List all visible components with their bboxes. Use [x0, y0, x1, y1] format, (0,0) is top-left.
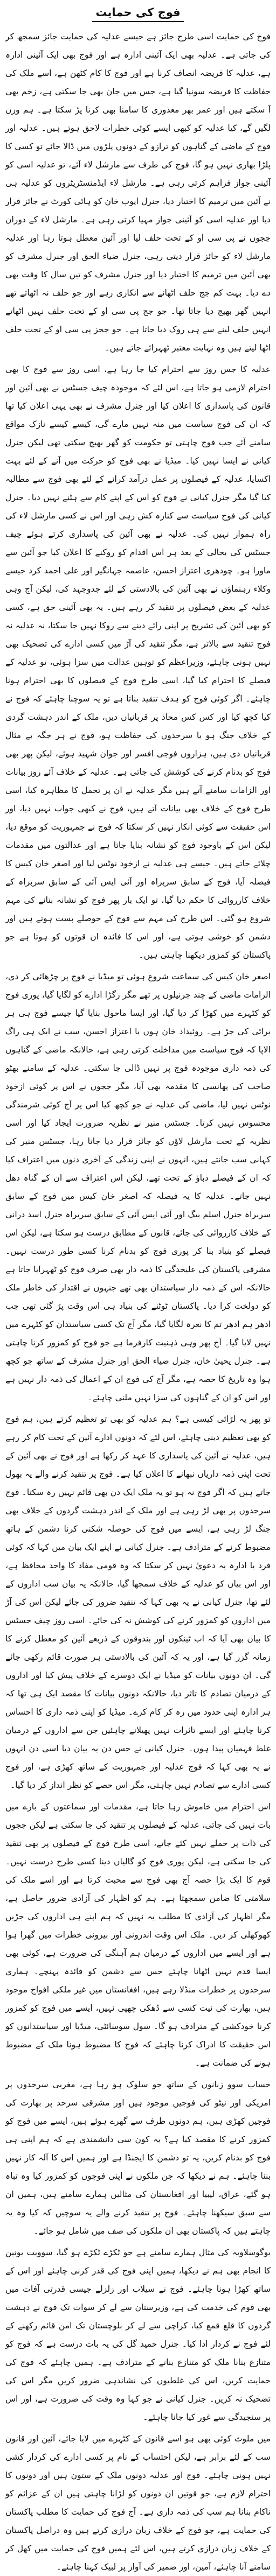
paragraph-1: فوج کی حمایت اسی طرح جائز ہے جیسے عدلیہ کی حمایت جائز سمجھ کر کی جاتی ہے۔ عدلیہ بھی ایک آئینی ادارہ ہے اور فوج بھی ایک آئینی ادارہ ہے، عدلیہ کا فریضہ انصاف کرنا ہے اور فوج کا کام کٹھن ہے، اسے ملک کی حفاظت کا فریضہ سونپا گیا ہے، جس میں جان بھی جا سکتی ہے، زخم بھی آ سکتے ہیں اور عمر بھر معذوری کا سامنا بھی کرنا پڑ سکتا ہے۔ ہم وزن لگیں گے، کیا عدلیہ کو کبھی ایسے کوئی خطرات لاحق ہوتے ہیں۔ عدلیہ اور فوج کے ماضی کے گناہوں کو ترازو کے دونوں پلڑوں میں ڈالا جائے تو کسی کا پلڑا بھاری نہیں ہو گا، فوج کی طرف سے مارشل لاء آئے، تو عدلیہ اسی کو آئینی جواز فراہم کرتی رہی ہے۔ مارشل لاء ایڈمنسٹریٹروں کو عدلیہ ہی نے آئین میں ترمیم کا اختیار دیا، جنرل ایوب خان کو ہائی کورٹ نے جائز قرار دیا اور عدلیہ اسی کو آئینی جواز مہیا کرتی رہی ہے۔ مارشل لاء کے دوران ججوں نے پی سی او کے تحت حلف لیا اور آئین معطل ہوتا رہا اور عدلیہ مارشل لاء کو جائز قرار دیتی رہی، جنرل ضیاء الحق اور جنرل مشرف کو بھی آئین میں ترمیم کا اختیار دیا اور جنرل مشرف کو تین سال کا وقت بھی دے دیا۔ بہت کم جج حلف اٹھانے سے انکاری رہے اور جو حلف نہ اٹھاتے تھے انہیں گھر بھیج دیا جاتا تھا۔ جو جج پی سی او کے تحت حلف نہیں اٹھاتے انہیں حلف لینے سے ہی روک دیا جاتا ہے۔ جو ججز پی سی او کے تحت حلف اٹھا لیتے ہیں وہ نہایت معتبر ٹھہرائے جاتے ہیں۔ [5, 32, 271, 353]
paragraph-3: اصغر خان کیس کی سماعت شروع ہوئی تو میڈیا نے فوج پر چڑھائی کر دی، الزامات ماضی کے چند جرنیلوں پر تھے مگر رگڑا ادارے کو لگایا گیا، پوری فوج کو کٹہرے میں کھڑا کر دیا گیا، اور ایسا ماحول بنایا گیا جیسے فوج ہی ہر برائی کی جڑ ہے۔ روئیداد خان ہوں یا اعتزاز احسن، سب نے ایک ہی راگ الاپا کہ فوج سیاست میں مداخلت کرتی رہی ہے، حالانکہ ماضی کے گناہوں کی ذمہ داری موجودہ فوج پر نہیں ڈالی جا سکتی۔ عدلیہ کے سامنے بھٹو صاحب کی پھانسی کا مقدمہ بھی آیا، مگر ججوں نے اس پر کوئی ازخود نوٹس نہیں لیا، ماضی کی عدلیہ نے جو کچھ کیا اس پر آج کوئی شرمندگی محسوس نہیں کرتا۔ جسٹس منیر نے نظریہ ضرورت ایجاد کیا اور اسی نظریہ کے تحت مارشل لاؤں کو جائز قرار دیا جاتا رہا، جسٹس منیر کی کہانی سب جانتے ہیں، انہوں نے اپنی زندگی کے آخری دنوں میں اعتراف کیا کہ ان کے فیصلے دباؤ کے تحت تھے، لیکن اس اعتراف سے ان کے گناہ دھل نہیں جاتے۔ عدلیہ کا یہ فیصلہ کہ اصغر خان کیس میں فوج کے سابق سربراہ جنرل اسلم بیگ اور آئی ایس آئی کے سابق سربراہ جنرل اسد درانی کے خلاف کارروائی کی جائے، قانون کے مطابق درست ہو سکتا ہے، لیکن اس فیصلے کو بنیاد بنا کر پوری فوج کو بدنام کرنا کسی طور درست نہیں۔ مشرقی پاکستان کی علیحدگی کا ذمہ دار بھی صرف فوج کو ٹھہرایا جاتا ہے حالانکہ اس کے ذمہ دار سیاستدان بھی تھے جنہوں نے اقتدار کی خاطر ملک کو دولخت کرا دیا۔ پاکستان ٹوٹنے کی بنیاد ہی اس وقت پڑ گئی تھی جب ادھر ہم ادھر تم کا نعرہ لگایا گیا، مگر آج تک کسی سیاستدان کو کٹہرے میں نہیں لایا گیا۔ آج پھر وہی ذہنیت کارفرما ہے جو فوج کو کمزور کرنا چاہتی ہے۔ جنرل یحییٰ خان، جنرل ضیاء الحق اور جنرل مشرف کے ساتھ جو کچھ ہوا وہ تاریخ کا حصہ ہے، مگر آج کی فوج ان کے اعمال کی ذمہ دار نہیں ہے اور اس کو ان کے گناہوں کی سزا نہیں ملنی چاہئے۔ [5, 972, 271, 1402]
article-title: فوج کی حمایت [92, 4, 183, 22]
paragraph-4: تو پھر یہ لڑائی کیسی ہے؟ ہم عدلیہ کو بھی تو تعظیم کرتے ہیں، ہم فوج کو بھی تعظیم دینی چاہئے، اس لئے کہ دونوں ادارے آئین کے تحت کام کر رہے ہیں، عدلیہ نے آئین کی پاسداری کا عہد کر رکھا ہے اور فوج نے بھی آئین کے تحت اپنی ذمہ داریاں نبھانے کا اعلان کیا ہے۔ فوج پر تنقید کرنے والے یہ بھول جاتے ہیں کہ اگر فوج نہ ہو تو یہ ملک ایک دن بھی قائم نہیں رہ سکتا۔ فوج سرحدوں پر بھی لڑ رہی ہے اور ملک کے اندر دہشت گردوں کے خلاف بھی جنگ لڑ رہی ہے، ایسے میں فوج کی حوصلہ شکنی کرنا دشمن کے ہاتھ مضبوط کرنے کے مترادف ہے۔ جنرل کیانی نے اپنے ایک بیان میں کہا کہ کوئی فرد یا ادارہ یہ دعویٰ نہیں کر سکتا کہ وہ قومی مفاد کا واحد محافظ ہے، اور اس بیان کو عدلیہ کے خلاف سمجھا گیا، حالانکہ یہ بیان سب اداروں کے لئے تھا، جنرل کیانی نے یہ بھی کہا کہ تنقید ضرور کی جائے لیکن اس کی آڑ میں اداروں کو کمزور کرنے کی کوشش نہ کی جائے۔ اسی روز چیف جسٹس کا بیان بھی آیا کہ اب ٹینکوں اور بندوقوں کے ذریعے آئین کو معطل کرنے کا زمانہ گزر گیا ہے، اور یہ کہ آئین کی بالادستی ہر صورت قائم رکھی جائے گی۔ ان دونوں بیانات کو میڈیا نے ایک دوسرے کے خلاف پیش کیا اور اداروں کے درمیان تصادم کا تاثر دیا، حالانکہ دونوں بیانات کا مقصد ایک ہی تھا کہ ہر ادارہ اپنی حدود میں رہ کر کام کرے۔ میڈیا کو اپنی ذمہ داری کا احساس کرنا چاہئے اور ایسے تاثرات نہیں پھیلانے چاہئیں جن سے اداروں کے درمیان غلط فہمیاں پیدا ہوں۔ جنرل کیانی نے جس دن یہ بیان دیا اسی دن انہوں نے یہ بھی کہا کہ فوج عدلیہ اور جمہوریت کے ساتھ کھڑی ہے، اور فوج کسی ادارے سے تصادم نہیں چاہتی، مگر اس حصے کو نظر انداز کر دیا گیا۔ [5, 1414, 271, 1790]
paragraph-2: عدلیہ کا جس روز سے احترام کیا جا رہا ہے، اسی روز سے فوج کا بھی احترام لازمی ہو جاتا ہے، اس لئے کہ موجودہ چیف جسٹس نے بھی آئین اور قانون کی پاسداری کا اعلان کیا اور جنرل مشرف نے بھی یہی اعلان کیا تھا کہ ان کی فوج سیاست میں منہ نہیں مارے گی، کیسے کیسے نازک مواقع سامنے آئے جب فوج چاہتی تو حکومت کو گھر بھیج سکتی تھی لیکن جنرل کیانی نے ایسا نہیں کیا۔ میڈیا نے بھی فوج کو حرکت میں آنے کے لئے بہت اکسایا، عدلیہ کے فیصلوں پر عمل درآمد کرانے کے لئے بھی فوج سے مطالبہ کیا گیا مگر جنرل کیانی نے فوج کو اس کے اپنے کام سے ہٹنے نہیں دیا۔ جنرل کیانی کی فوج سیاست سے کنارہ کش رہی اور اس نے کسی مارشل لاء کی راہ ہموار نہیں کی۔ عدلیہ نے بھی آئین کی پاسداری کرتے ہوئے چیف جسٹس کی بحالی کے بعد ہر اس اقدام کو روکنے کا اعلان کیا جو آئین سے ماورا ہو۔ چودھری اعتزاز احسن، عاصمہ جہانگیر اور علی احمد کرد جیسے وکلاء رہنماؤں نے بھی آئین کی بالادستی کے لئے جدوجہد کی، لیکن آج وہی عدلیہ کے بعض فیصلوں پر تنقید کر رہے ہیں۔ یہ بھی آئینی حق ہے، کسی کو بھی آئین کی تشریح پر اپنی رائے دینے سے روکا نہیں جا سکتا، نہ عدلیہ نہ فوج تنقید سے بالاتر ہے، مگر تنقید کی آڑ میں کسی ادارے کی تضحیک بھی نہیں ہونی چاہئے، وزیراعظم کو توہین عدالت میں سزا ہوئی، تو عدلیہ کے فیصلے کا احترام کیا گیا، اسی طرح فوج کے فیصلوں کا بھی احترام ہونا چاہئے۔ اگر کوئی فوج کو ہدف تنقید بناتا ہے تو یہ سوچنا چاہئے کہ فوج نے کیا کچھ کیا اور کس کس محاذ پر قربانیاں دیں، ملک کے اندر دہشت گردی کے خلاف جنگ ہو یا سرحدوں کی حفاظت ہو، فوج نے ہر جگہ بے مثال قربانیاں دی ہیں، ہزاروں فوجی افسر اور جوان شہید ہوئے، لیکن پھر بھی فوج کو بدنام کرنے کی کوشش کی جاتی ہے۔ عدلیہ کے خلاف آئے روز بیانات اور الزامات سامنے آتے ہیں مگر عدلیہ نے ان پر تحمل کا مظاہرہ کیا، اسی طرح فوج کے خلاف بھی بیانات آتے ہیں، فوج نے کبھی جواب نہیں دیا، اور اس حقیقت سے کوئی انکار نہیں کر سکتا کہ فوج نے جمہوریت کو موقع دیا، لیکن اس کے باوجود فوج کو نشانہ بنایا جاتا ہے اور عدالتوں میں مقدمات چلائے جاتے ہیں۔ جیسے ہی عدلیہ نے ازخود نوٹس لیا اور اصغر خان کیس کا فیصلہ آیا، فوج کے سابق سربراہ اور آئی ایس آئی کے سابق سربراہ کے خلاف کارروائی کا حکم دیا گیا، تو ایک بار پھر فوج کو نشانہ بنانے کی مہم شروع ہو گئی۔ اس طرح کی مہم سے فوج کے حوصلے پست ہوتے ہیں اور دشمن کو خوشی ہوتی ہے، اور اس کا فائدہ ان قوتوں کو ہوتا ہے جو پاکستان کو کمزور دیکھنا چاہتی ہیں۔ [5, 364, 271, 960]
paragraph-8: میں ملوث کوئی بھی ہو اسے قانون کے کٹہرے میں لایا جائے، آئین اور قانون سب کے لئے برابر ہے، لیکن احتساب کے نام پر کسی ادارے کی کردار کشی نہیں ہونی چاہئے۔ فوج اور عدلیہ دونوں ملک کے ستون ہیں اور دونوں کا احترام لازم ہے، جو قوتیں ان دونوں کو لڑانا چاہتی ہیں ان کے عزائم کو ناکام بنانا ہم سب کی ذمہ داری ہے۔ آج فوج کی حمایت کا مطلب پاکستان کی حمایت ہے، جو فوج کے خلاف زبان درازی کرتے ہیں وہ دراصل پاکستان کے خلاف زبان درازی کرتے ہیں، اس لئے ہمیں فوج کی حمایت میں کھل کر سامنے آنا چاہئے، آمین، اور ضمیر کی آواز پر لبیک کہنا چاہئے۔ [5, 2434, 271, 2572]
title-wrap [5, 4, 271, 22]
paragraph-7: یوگوسلاویہ کی مثال ہمارے سامنے ہے جو ٹکڑے ٹکڑے ہو گیا، سوویت یونین کا انجام بھی ہم نے دیکھا، ہمیں اپنی فوج کی قدر کرنی چاہئے اور اس کے ساتھ کھڑا ہونا چاہئے۔ فوج نے سیلاب اور زلزلے جیسی قدرتی آفات میں بھی قوم کی خدمت کی ہے، وزیرستان سے لے کر سوات تک فوج نے دہشت گردوں کا قلع قمع کیا، کراچی سے لے کر بلوچستان تک امن قائم رکھنے کے لئے فوج نے کردار ادا کیا۔ جنرل حمید گل کی یہ بات درست ہے کہ فوج کو متنازع بنانا ملک کو متنازع بنانے کے مترادف ہے۔ ہمیں چاہئے کہ فوج کی حمایت کریں، اس کی غلطیوں کی نشاندہی ضرور کریں مگر اس کی تضحیک نہ کریں۔ جنرل کیانی نے جو کہا وہ وقت کی ضرورت ہے، اور اس پر سنجیدگی سے غور کیا جانا چاہئے۔ [5, 2248, 271, 2422]
article-body [5, 27, 271, 2576]
paragraph-5: اس احترام میں خاموش رہا جاتا ہے، مقدمات اور سماعتوں کے بارے میں بات نہیں کی جاتی، عدلیہ کے فیصلوں پر تنقید کی جا سکتی ہے لیکن ججوں کی ذات پر حملے نہیں کئے جاتے، اسی طرح فوج کے فیصلوں پر بھی تنقید کی جا سکتی ہے، لیکن پوری فوج کو گالیاں دینا کسی طرح درست نہیں۔ قوم کا ایک بڑا حصہ آج بھی فوج سے محبت کرتا ہے اور اسے ملک کی سلامتی کا ضامن سمجھتا ہے۔ ہم کو اظہار کی آزادی ضرور حاصل ہے، مگر اظہار کی آزادی کا مطلب یہ نہیں کہ ہم اپنے ہی اداروں کی جڑیں کھوکھلی کر دیں۔ ملک اس وقت اندرونی اور بیرونی خطرات میں گھرا ہوا ہے اور ایسے میں اداروں کے درمیان ہم آہنگی کی ضرورت ہے، کوئی بھی ایسا قدم نہیں اٹھانا چاہئے جس سے دشمن کو فائدہ پہنچے۔ ہماری سرحدوں پر خطرات منڈلا رہے ہیں، افغانستان میں غیر ملکی افواج موجود ہیں، بھارت کی نیت کسی سے ڈھکی چھپی نہیں، ایسے میں فوج کو کمزور کرنا خودکشی کے مترادف ہو گا۔ سول سوسائٹی، میڈیا اور سیاستدانوں کو اس حقیقت کا ادراک کرنا چاہئے کہ فوج کا مضبوط ہونا ملک کے مضبوط ہونے کی ضمانت ہے۔ [5, 1802, 271, 2068]
paragraph-6: حساب سوو زبانوں کے ساتھ جو سلوک ہو رہا ہے، مغربی سرحدوں پر امریکی اور نیٹو کی فوجیں موجود ہیں اور مشرقی سرحد پر بھارت کی فوجیں کھڑی ہیں، ہم دونوں طرف سے گھرے ہوئے ہیں، ایسے میں فوج کو کمزور کرنے کا مقصد کیا ہے؟ یہ کون سی دانشمندی ہے کہ ہم اپنی ہی فوج کو بدنام کریں، یہ تو دشمن کا ایجنڈا ہے اور ہمیں اس کا آلہ کار نہیں بننا چاہئے۔ ہم نے دیکھا کہ جن ملکوں نے اپنی فوجوں کو کمزور کیا وہ تباہ ہو گئے، عراق، لیبیا اور افغانستان کی مثالیں ہمارے سامنے ہیں، ہمیں ان سے سبق سیکھنا چاہئے۔ فوج پر تنقید کرنے والے یہ سوچیں کہ کیا وہ یہ چاہتے ہیں کہ پاکستان بھی ان ملکوں کی صف میں شامل ہو جائے۔ [5, 2080, 271, 2236]
